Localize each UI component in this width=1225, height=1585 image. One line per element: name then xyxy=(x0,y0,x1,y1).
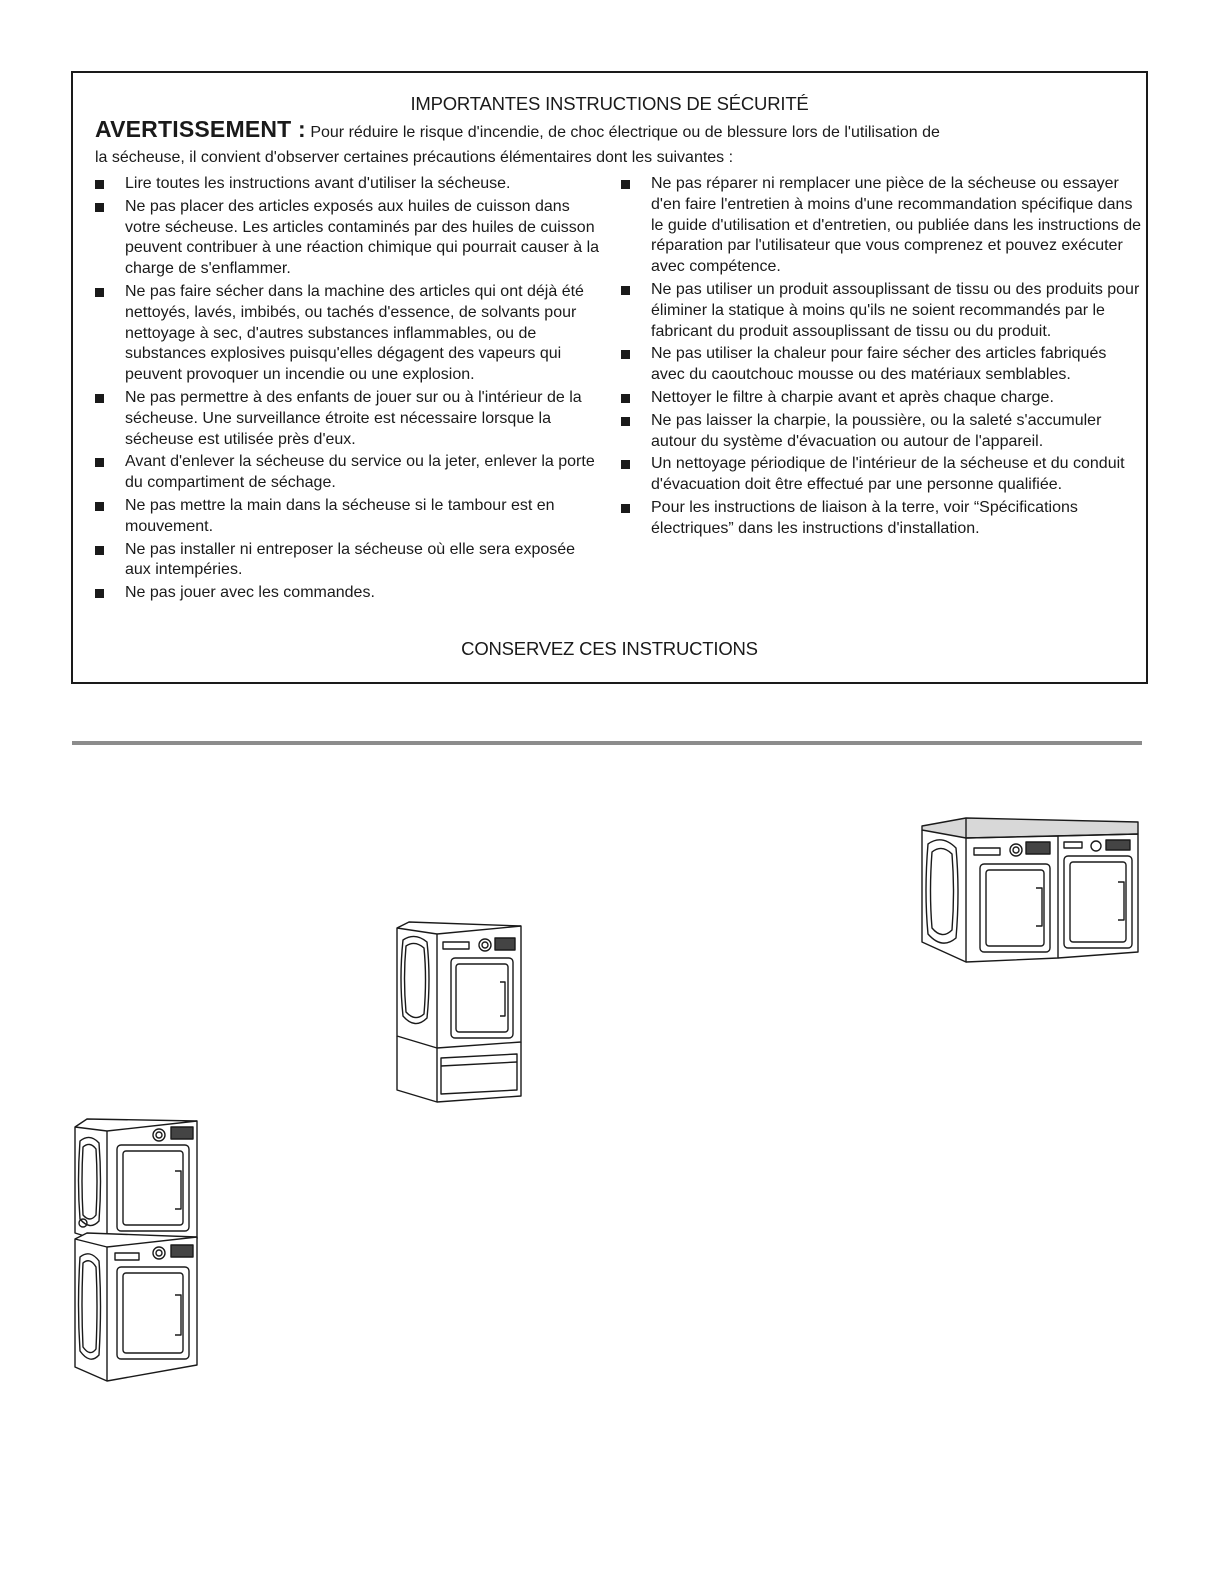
right-column xyxy=(621,174,1141,542)
list-item: Ne pas utiliser un produit assouplissant de tissu ou des produits pour éliminer la statique à moins qu'ils ne soient recommandés par le fabricant du produit assouplissant de tissu ou du produit. xyxy=(621,280,1141,342)
bullet-square-icon xyxy=(95,288,104,297)
bullet-square-icon xyxy=(621,180,630,189)
safety-title: IMPORTANTES INSTRUCTIONS DE SÉCURITÉ xyxy=(410,93,809,114)
bullet-square-icon xyxy=(95,180,104,189)
safety-instructions-box xyxy=(71,71,1148,684)
list-item: Nettoyer le filtre à charpie avant et après chaque charge. xyxy=(621,388,1141,409)
stacked-washer-dryer-illustration xyxy=(71,1115,203,1385)
bullet-square-icon xyxy=(95,458,104,467)
bullet-square-icon xyxy=(621,350,630,359)
bullet-square-icon xyxy=(621,460,630,469)
side-by-side-washer-dryer-illustration xyxy=(918,812,1140,972)
warning-paragraph xyxy=(95,117,1124,170)
bullet-square-icon xyxy=(95,589,104,598)
safety-footer: CONSERVEZ CES INSTRUCTIONS xyxy=(461,638,758,659)
list-item: Un nettoyage périodique de l'intérieur de la sécheuse et du conduit d'évacuation doit être effectué par une personne qualifiée. xyxy=(621,454,1141,496)
list-item: Lire toutes les instructions avant d'utiliser la sécheuse. xyxy=(95,174,605,195)
warning-label: AVERTISSEMENT : xyxy=(95,116,306,142)
bullet-square-icon xyxy=(621,394,630,403)
bullet-square-icon xyxy=(95,502,104,511)
bullet-square-icon xyxy=(95,546,104,555)
section-divider xyxy=(72,741,1142,745)
warning-text-1: Pour réduire le risque d'incendie, de choc électrique ou de blessure lors de l'utilisation de xyxy=(305,124,940,141)
left-column xyxy=(95,174,605,606)
warning-line-2: la sécheuse, il convient d'observer certaines précautions élémentaires dont les suivantes : xyxy=(95,149,734,166)
bullet-square-icon xyxy=(621,504,630,513)
list-item: Ne pas laisser la charpie, la poussière, ou la saleté s'accumuler autour du système d'évacuation ou autour de l'appareil. xyxy=(621,411,1141,453)
list-item: Pour les instructions de liaison à la terre, voir “Spécifications électriques” dans les instructions d'installation. xyxy=(621,498,1141,540)
bullet-square-icon xyxy=(621,417,630,426)
bullet-square-icon xyxy=(621,286,630,295)
bullet-square-icon xyxy=(95,394,104,403)
left-list xyxy=(95,174,605,604)
list-item: Ne pas installer ni entreposer la sécheuse où elle sera exposée aux intempéries. xyxy=(95,540,605,582)
list-item: Ne pas faire sécher dans la machine des articles qui ont déjà été nettoyés, lavés, imbibés, ou tachés d'essence, de solvants pour nettoyage à sec, d'autres substances inflammables, ou de substances explosives puisqu'elles dégagent des vapeurs qui peuvent provoquer un incendie ou une explosion. xyxy=(95,282,605,386)
warning-line-1 xyxy=(95,117,1124,145)
bullet-square-icon xyxy=(95,203,104,212)
list-item: Ne pas placer des articles exposés aux huiles de cuisson dans votre sécheuse. Les articles contaminés par des huiles de cuisson peuvent contribuer à une réaction chimique qui pourrait causer à la charge de s'enflammer. xyxy=(95,197,605,280)
list-item: Ne pas permettre à des enfants de jouer sur ou à l'intérieur de la sécheuse. Une surveillance étroite est nécessaire lorsque la sécheuse est utilisée près d'eux. xyxy=(95,388,605,450)
list-item: Ne pas utiliser la chaleur pour faire sécher des articles fabriqués avec du caoutchouc mousse ou des matériaux semblables. xyxy=(621,344,1141,386)
dryer-on-pedestal-illustration xyxy=(393,918,528,1110)
list-item: Ne pas mettre la main dans la sécheuse si le tambour est en mouvement. xyxy=(95,496,605,538)
right-list xyxy=(621,174,1141,540)
list-item: Ne pas réparer ni remplacer une pièce de la sécheuse ou essayer d'en faire l'entretien à moins d'une recommandation spécifique dans le guide d'utilisation et d'entretien, ou publiée dans les instructions de réparation par l'utilisateur que vous comprenez et pouvez exécuter avec compétence. xyxy=(621,174,1141,278)
list-item: Avant d'enlever la sécheuse du service ou la jeter, enlever la porte du compartiment de séchage. xyxy=(95,452,605,494)
list-item: Ne pas jouer avec les commandes. xyxy=(95,583,605,604)
